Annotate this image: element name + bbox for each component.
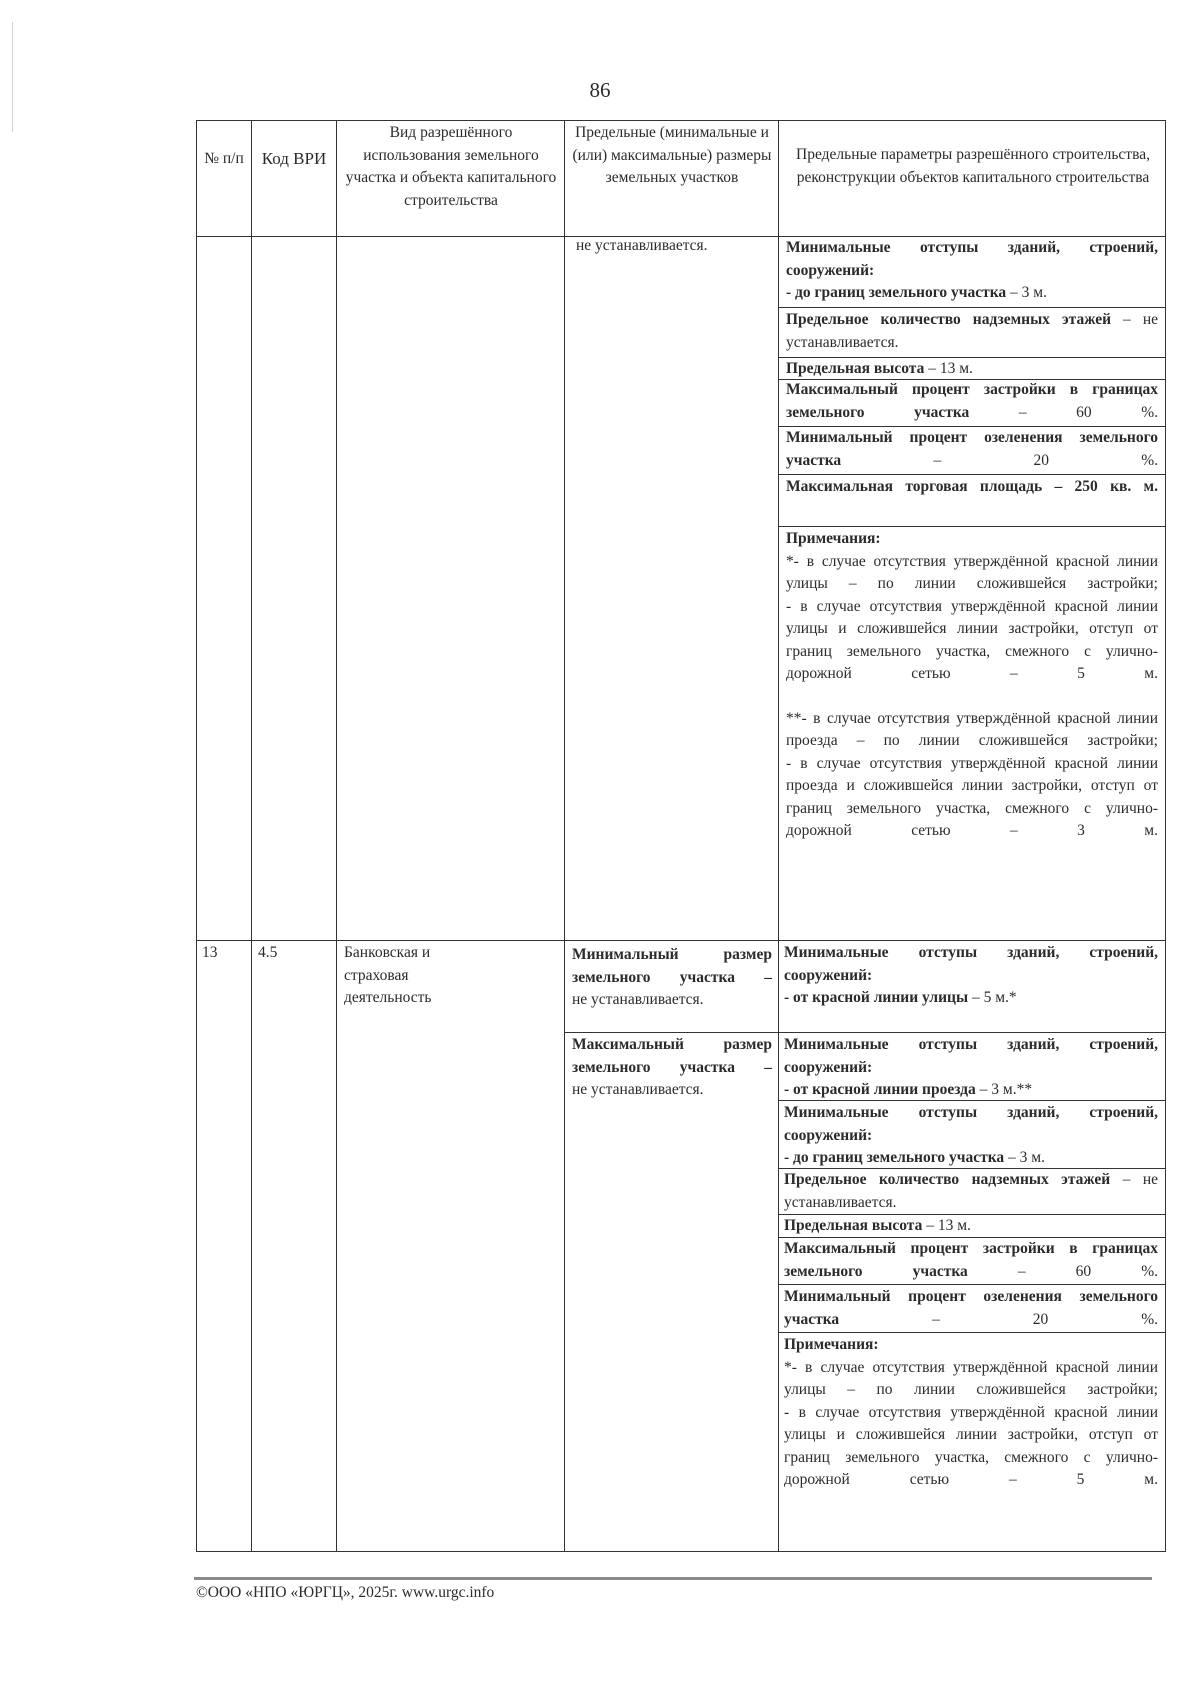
notes-title: Примечания: (784, 1336, 879, 1353)
table-border-bottom (196, 1551, 1166, 1552)
header-code: Код ВРИ (261, 149, 327, 168)
notes-block (784, 1334, 1158, 1492)
table-border-left (196, 120, 197, 1552)
header-num: № п/п (204, 150, 244, 167)
header-plot-size: Предельные (минимальные и (или) максимальные) размеры земельных участков (572, 124, 772, 186)
row-divider (196, 940, 1166, 941)
regulations-table (196, 120, 1166, 1552)
table-border-right (1165, 120, 1166, 1552)
note-item: *- в случае отсутствия утверждённой красной линии улицы – по линии сложившейся застройки; (784, 1358, 1158, 1398)
param-setbacks: Минимальные отступы зданий, строений, сооружений: - до границ земельного участка – 3 м. (786, 239, 1158, 301)
footer-divider (194, 1577, 1152, 1580)
min-plot-size: Минимальный размер земельного участка – не устанавливается. (572, 946, 772, 1008)
plot-size-divider (564, 1032, 1166, 1033)
note-item: - в случае отсутствия утверждённой красной линии проезда и сложившейся линии застройки, отступ от границ земельного участка, смежного с улично-дорожной сетью – 3 м. (786, 754, 1158, 839)
table-col-divider (336, 120, 337, 1552)
param-divider (778, 1284, 1166, 1285)
param-greenery: Минимальный процент озеленения земельного участка – 20 %. (784, 1288, 1158, 1328)
param-divider (778, 307, 1166, 308)
row-code: 4.5 (258, 944, 278, 961)
header-use-type: Вид разрешённого использования земельного участка и объекта капитального строительства (345, 124, 557, 209)
note-item: - в случае отсутствия утверждённой красной линии улицы и сложившейся линии застройки, отступ от границ земельного участка, смежного с улично-дорожной сетью – 5 м. (784, 1403, 1158, 1488)
note-item: *- в случае отсутствия утверждённой красной линии улицы – по линии сложившейся застройки; (786, 552, 1158, 592)
param-setbacks-boundary: Минимальные отступы зданий, строений, сооружений: - до границ земельного участка – 3 м. (784, 1104, 1158, 1166)
param-divider (778, 1332, 1166, 1333)
table-col-divider (251, 120, 252, 1552)
param-coverage: Максимальный процент застройки в границах земельного участка – 60 %. (784, 1240, 1158, 1280)
param-floors: Предельное количество надземных этажей – не устанавливается. (786, 311, 1158, 351)
footer-copyright: ©ООО «НПО «ЮРГЦ», 2025г. www.urgc.info (196, 1584, 495, 1601)
param-height: Предельная высота – 13 м. (784, 1217, 971, 1234)
param-trade-area: Максимальная торговая площадь – 250 кв. м. (786, 478, 1158, 495)
param-setbacks-street: Минимальные отступы зданий, строений, сооружений: - от красной линии улицы – 5 м.* (784, 944, 1158, 1006)
param-height: Предельная высота – 13 м. (786, 360, 973, 377)
table-col-divider (778, 120, 779, 1552)
notes-block (786, 528, 1158, 843)
param-coverage: Максимальный процент застройки в границах земельного участка – 60 %. (786, 381, 1158, 421)
scan-margin-line (12, 22, 13, 132)
max-plot-size: Максимальный размер земельного участка – не устанавливается. (572, 1036, 772, 1098)
table-border-top (196, 120, 1166, 121)
note-item: - в случае отсутствия утверждённой красной линии улицы и сложившейся линии застройки, отступ от границ земельного участка, смежного с улично-дорожной сетью – 5 м. (786, 597, 1158, 682)
notes-title: Примечания: (786, 530, 881, 547)
param-divider (778, 526, 1166, 527)
page-number: 86 (589, 78, 611, 102)
plot-size-value: не устанавливается. (576, 237, 708, 254)
table-col-divider (564, 120, 565, 1552)
param-setbacks-driveway: Минимальные отступы зданий, строений, сооружений: - от красной линии проезда – 3 м.** (784, 1036, 1158, 1098)
header-params: Предельные параметры разрешённого строительства, реконструкции объектов капитального строительства (796, 146, 1150, 186)
note-item: **- в случае отсутствия утверждённой красной линии проезда – по линии сложившейся застройки; (786, 709, 1158, 749)
param-floors: Предельное количество надземных этажей – не устанавливается. (784, 1171, 1158, 1211)
param-greenery: Минимальный процент озеленения земельного участка – 20 %. (786, 429, 1158, 469)
row-use-type: Банковская и страховая деятельность (344, 944, 432, 1006)
row-num: 13 (202, 944, 218, 961)
param-divider (778, 474, 1166, 475)
